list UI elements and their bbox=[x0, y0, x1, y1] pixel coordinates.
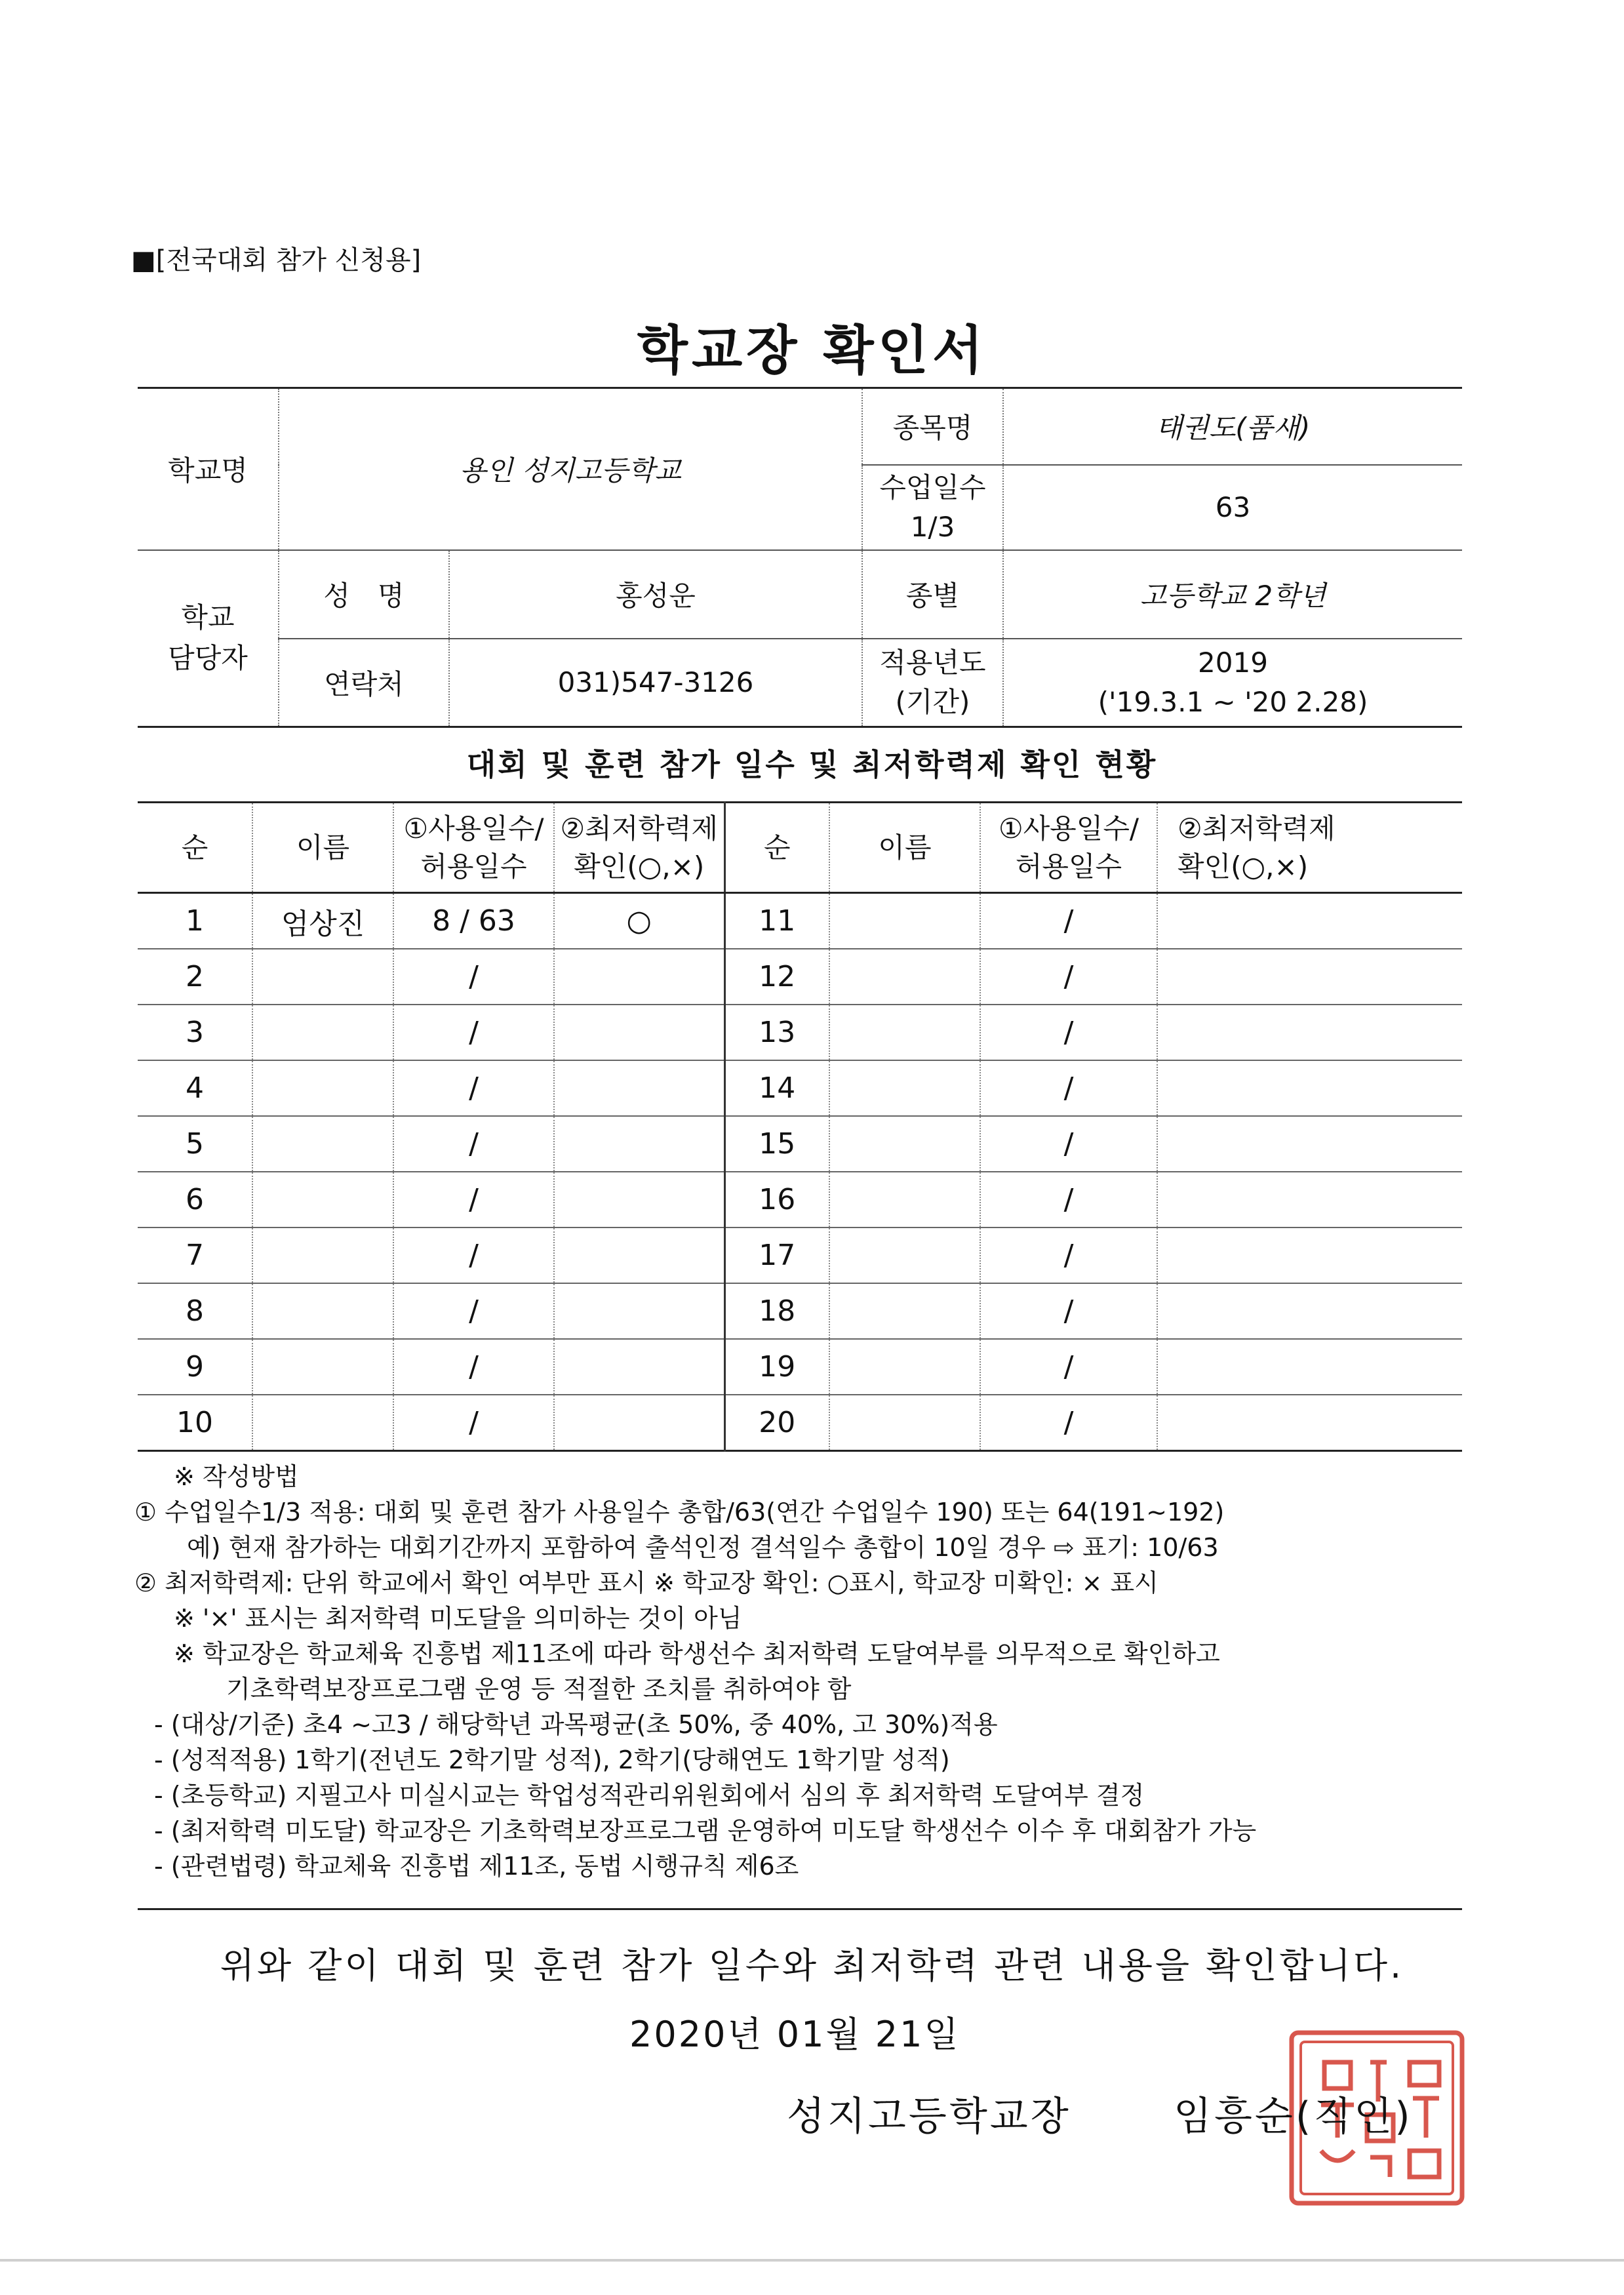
row-check-right bbox=[1157, 1116, 1462, 1172]
signer-name: 임흥순(직인) bbox=[1174, 2094, 1413, 2140]
name-label: 성 명 bbox=[279, 550, 449, 639]
note-item: ① 수업일수1/3 적용: 대회 및 훈련 참가 사용일수 총합/63(연간 수업일수 190) 또는 64(191~192) bbox=[134, 1498, 1225, 1527]
row-no: 4 bbox=[138, 1060, 252, 1116]
issue-date: 2020년 01월 21일 bbox=[629, 2014, 961, 2055]
note-item: ② 최저학력제: 단위 학교에서 확인 여부만 표시 ※ 학교장 확인: ○표시, 학교장 미확인: × 표시 bbox=[134, 1568, 1159, 1597]
row-days-right: / bbox=[980, 1339, 1157, 1395]
row-check-right bbox=[1157, 1172, 1462, 1227]
col-no-right: 순 bbox=[724, 803, 829, 893]
row-check bbox=[554, 1172, 724, 1227]
row-no-right: 19 bbox=[724, 1339, 829, 1395]
contact-label-line1: 학교 bbox=[181, 601, 235, 634]
col-days-right-line2: 허용일수 bbox=[1015, 850, 1122, 883]
row-days: / bbox=[393, 949, 554, 1005]
row-name bbox=[252, 1005, 393, 1060]
instructions bbox=[134, 1459, 1485, 1884]
row-no: 1 bbox=[138, 893, 252, 949]
row-name-right bbox=[829, 1116, 980, 1172]
row-no-right: 15 bbox=[724, 1116, 829, 1172]
table-row bbox=[138, 949, 1462, 1005]
row-name bbox=[252, 1116, 393, 1172]
event-value: 태권도(품새) bbox=[1003, 388, 1462, 465]
row-name bbox=[252, 1339, 393, 1395]
row-name bbox=[252, 1283, 393, 1339]
row-days: / bbox=[393, 1227, 554, 1283]
row-no: 5 bbox=[138, 1116, 252, 1172]
row-no-right: 14 bbox=[724, 1060, 829, 1116]
row-no: 8 bbox=[138, 1283, 252, 1339]
signer-school: 성지고등학교장 bbox=[787, 2094, 1071, 2140]
row-no-right: 20 bbox=[724, 1395, 829, 1451]
row-check bbox=[554, 1005, 724, 1060]
row-check-right bbox=[1157, 1283, 1462, 1339]
name-value: 홍성운 bbox=[449, 550, 862, 639]
row-check-right bbox=[1157, 1060, 1462, 1116]
school-value: 용인 성지고등학교 bbox=[279, 388, 862, 550]
row-check bbox=[554, 949, 724, 1005]
row-days-right: / bbox=[980, 949, 1157, 1005]
row-no: 9 bbox=[138, 1339, 252, 1395]
note-item: - (초등학교) 지필고사 미실시교는 학업성적관리위원회에서 심의 후 최저학력 도달여부 결정 bbox=[154, 1781, 1145, 1810]
row-name-right bbox=[829, 1227, 980, 1283]
row-check bbox=[554, 1339, 724, 1395]
col-no: 순 bbox=[138, 803, 252, 893]
row-name-right bbox=[829, 1339, 980, 1395]
col-check-line1: ②최저학력제 bbox=[560, 812, 718, 845]
year-label-line1: 적용년도 bbox=[879, 646, 986, 679]
row-check bbox=[554, 1283, 724, 1339]
year-value-line2: ('19.3.1 ~ '20 2.28) bbox=[1098, 685, 1368, 718]
row-days-right: / bbox=[980, 1227, 1157, 1283]
row-name-right bbox=[829, 1172, 980, 1227]
row-days-right: / bbox=[980, 1172, 1157, 1227]
table-row bbox=[138, 1283, 1462, 1339]
table-row bbox=[138, 1116, 1462, 1172]
col-check-right-line2: 확인(○,×) bbox=[1178, 850, 1309, 883]
row-no: 2 bbox=[138, 949, 252, 1005]
table-row bbox=[138, 1227, 1462, 1283]
table-row bbox=[138, 1005, 1462, 1060]
contact-label bbox=[138, 550, 279, 727]
table-row bbox=[138, 1060, 1462, 1116]
col-check bbox=[554, 803, 724, 893]
row-name bbox=[252, 1227, 393, 1283]
row-days-right: / bbox=[980, 1005, 1157, 1060]
table-row bbox=[138, 1395, 1462, 1451]
row-name-right bbox=[829, 1060, 980, 1116]
col-days-line1: ①사용일수/ bbox=[403, 812, 544, 845]
category-label: 종별 bbox=[862, 550, 1003, 639]
days-value: 63 bbox=[1003, 465, 1462, 550]
row-check-right bbox=[1157, 1339, 1462, 1395]
note-heading: ※ 작성방법 bbox=[174, 1462, 299, 1491]
row-days-right: / bbox=[980, 893, 1157, 949]
row-check bbox=[554, 1227, 724, 1283]
row-days: / bbox=[393, 1395, 554, 1451]
row-name bbox=[252, 949, 393, 1005]
row-no-right: 18 bbox=[724, 1283, 829, 1339]
col-days-right bbox=[980, 803, 1157, 893]
note-item: - (최저학력 미도달) 학교장은 기초학력보장프로그램 운영하여 미도달 학생선수 이수 후 대회참가 가능 bbox=[154, 1816, 1257, 1845]
row-no-right: 12 bbox=[724, 949, 829, 1005]
row-days-right: / bbox=[980, 1060, 1157, 1116]
row-days: / bbox=[393, 1339, 554, 1395]
col-days-line2: 허용일수 bbox=[420, 850, 527, 883]
scan-edge-line bbox=[0, 2259, 1624, 2262]
row-name: 엄상진 bbox=[252, 893, 393, 949]
table-row bbox=[138, 1339, 1462, 1395]
year-label bbox=[862, 639, 1003, 727]
row-days-right: / bbox=[980, 1395, 1157, 1451]
row-no: 6 bbox=[138, 1172, 252, 1227]
row-name bbox=[252, 1395, 393, 1451]
row-check-right bbox=[1157, 1227, 1462, 1283]
row-check bbox=[554, 1116, 724, 1172]
row-days: / bbox=[393, 1116, 554, 1172]
document-tag: ■[전국대회 참가 신청용] bbox=[131, 245, 422, 275]
days-label-line2: 1/3 bbox=[910, 510, 955, 543]
note-item: - (대상/기준) 초4 ~고3 / 해당학년 과목평균(초 50%, 중 40%, 고 30%)적용 bbox=[154, 1710, 998, 1739]
row-no-right: 11 bbox=[724, 893, 829, 949]
row-name-right bbox=[829, 949, 980, 1005]
row-no: 7 bbox=[138, 1227, 252, 1283]
row-check bbox=[554, 1060, 724, 1116]
note-item: 기초학력보장프로그램 운영 등 적절한 조치를 취하여야 함 bbox=[226, 1675, 852, 1704]
col-name-right: 이름 bbox=[829, 803, 980, 893]
year-value bbox=[1003, 639, 1462, 727]
row-no-right: 17 bbox=[724, 1227, 829, 1283]
note-item: 예) 현재 참가하는 대회기간까지 포함하여 출석인정 결석일수 총합이 10일 경우 ⇨ 표기: 10/63 bbox=[187, 1533, 1219, 1562]
participation-table bbox=[138, 801, 1462, 1452]
event-label: 종목명 bbox=[862, 388, 1003, 465]
row-no-right: 16 bbox=[724, 1172, 829, 1227]
row-check-right bbox=[1157, 1005, 1462, 1060]
col-days bbox=[393, 803, 554, 893]
row-name-right bbox=[829, 893, 980, 949]
section-title: 대회 및 훈련 참가 일수 및 최저학력제 확인 현황 bbox=[466, 747, 1158, 782]
info-table bbox=[138, 387, 1462, 728]
note-item: ※ 학교장은 학교체육 진흥법 제11조에 따라 학생선수 최저학력 도달여부를 의무적으로 확인하고 bbox=[174, 1639, 1220, 1668]
row-no-right: 13 bbox=[724, 1005, 829, 1060]
col-name: 이름 bbox=[252, 803, 393, 893]
row-name-right bbox=[829, 1005, 980, 1060]
category-value: 고등학교 2학년 bbox=[1003, 550, 1462, 639]
row-days-right: / bbox=[980, 1283, 1157, 1339]
page-title: 학교장 확인서 bbox=[637, 320, 987, 381]
contact-label-line2: 담당자 bbox=[168, 642, 248, 675]
row-days: / bbox=[393, 1283, 554, 1339]
row-check-right bbox=[1157, 1395, 1462, 1451]
school-label: 학교명 bbox=[138, 388, 279, 550]
phone-label: 연락처 bbox=[279, 639, 449, 727]
row-name bbox=[252, 1060, 393, 1116]
row-days: / bbox=[393, 1060, 554, 1116]
days-label-line1: 수업일수 bbox=[879, 471, 986, 504]
row-check-right bbox=[1157, 949, 1462, 1005]
table-row bbox=[138, 893, 1462, 949]
row-days-right: / bbox=[980, 1116, 1157, 1172]
row-name bbox=[252, 1172, 393, 1227]
days-label bbox=[862, 465, 1003, 550]
confirmation-text: 위와 같이 대회 및 훈련 참가 일수와 최저학력 관련 내용을 확인합니다. bbox=[220, 1945, 1404, 1986]
col-check-right-line1: ②최저학력제 bbox=[1178, 812, 1336, 845]
row-check bbox=[554, 1395, 724, 1451]
row-name-right bbox=[829, 1395, 980, 1451]
year-label-line2: (기간) bbox=[895, 685, 970, 718]
col-days-right-line1: ①사용일수/ bbox=[998, 812, 1139, 845]
row-days: / bbox=[393, 1005, 554, 1060]
row-no: 10 bbox=[138, 1395, 252, 1451]
row-check: ○ bbox=[554, 893, 724, 949]
note-item: - (관련법령) 학교체육 진흥법 제11조, 동법 시행규칙 제6조 bbox=[154, 1852, 799, 1881]
row-name-right bbox=[829, 1283, 980, 1339]
note-item: - (성적적용) 1학기(전년도 2학기말 성적), 2학기(당해연도 1학기말 성적) bbox=[154, 1746, 950, 1774]
note-item: ※ '×' 표시는 최저학력 미도달을 의미하는 것이 아님 bbox=[174, 1604, 742, 1633]
row-days: 8 / 63 bbox=[393, 893, 554, 949]
row-no: 3 bbox=[138, 1005, 252, 1060]
col-check-line2: 확인(○,×) bbox=[574, 850, 705, 883]
divider bbox=[138, 1908, 1462, 1910]
year-value-line1: 2019 bbox=[1198, 646, 1268, 679]
row-check-right bbox=[1157, 893, 1462, 949]
row-days: / bbox=[393, 1172, 554, 1227]
phone-value: 031)547-3126 bbox=[449, 639, 862, 727]
table-row bbox=[138, 1172, 1462, 1227]
col-check-right bbox=[1157, 803, 1462, 893]
